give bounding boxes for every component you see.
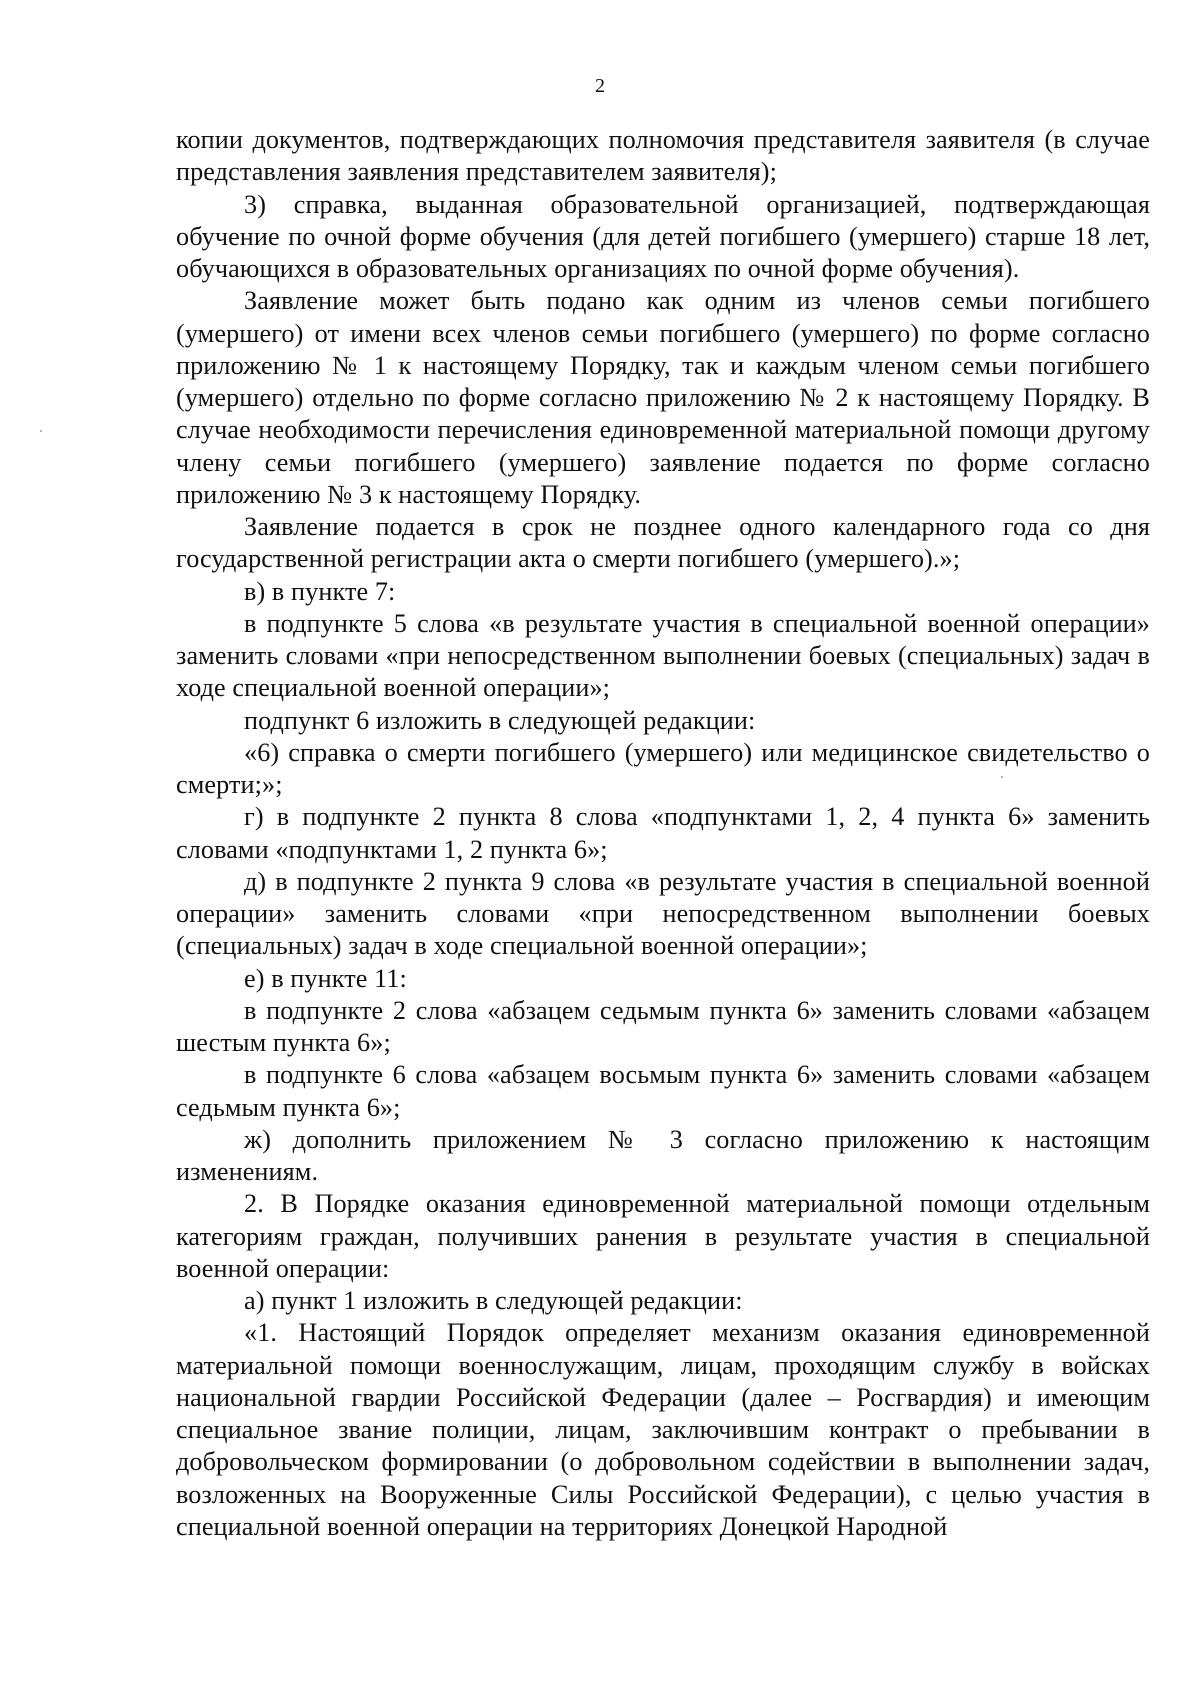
paragraph-application-submission: Заявление может быть подано как одним из членов семьи погибшего (умершего) от имени всех членов семьи погибшего (умершего) по форме согласно приложению № 1 к настоящему Порядку, так и каждым членом семьи погибшего (умершего) отдельно по форме согласно приложению № 2 к настоящему Порядку. В случае необходимости перечисления единовременной материальной помощи другому члену семьи погибшего (умершего) заявление подается по форме согласно приложению № 3 к настоящему Порядку. (176, 286, 1150, 509)
paragraph-point-11-subpoint-6: в подпункте 6 слова «абзацем восьмым пункта 6» заменить словами «абзацем седьмым пункта 6»; (176, 1060, 1150, 1122)
paragraph-subpoint-5-replace: в подпункте 5 слова «в результате участия в специальной военной операции» заменить словами «при непосредственном выполнении боевых (специальных) задач в ходе специальной военной операции»; (176, 608, 1150, 703)
paragraph-section-2-procedure: 2. В Порядке оказания единовременной материальной помощи отдельным категориям граждан, получивших ранения в результате участия в специальной военной операции: (176, 1189, 1150, 1283)
scan-speck (1001, 776, 1003, 778)
paragraph-subpoint-6-text: «6) справка о смерти погибшего (умершего) или медицинское свидетельство о смерти;»; (176, 737, 1150, 799)
paragraph-point-11-subpoint-2: в подпункте 2 слова «абзацем седьмым пункта 6» заменить словами «абзацем шестым пункта 6»; (176, 995, 1150, 1057)
paragraph-subpoint-6-redaction: подпункт 6 изложить в следующей редакции: (244, 705, 756, 735)
paragraph-item-d-point-9: д) в подпункте 2 пункта 9 слова «в результате участия в специальной военной операции» заменить словами «при непосредственном выполнении боевых (специальных) задач в ходе специальной военной операции»; (176, 866, 1150, 961)
paragraph-item-a-point-1: а) пункт 1 изложить в следующей редакции: (244, 1286, 743, 1315)
document-body (176, 124, 1150, 1543)
scan-speck (40, 430, 42, 432)
paragraph-item-3-education-certificate: 3) справка, выданная образовательной организацией, подтверждающая обучение по очной форме обучения (для детей погибшего (умершего) старше 18 лет, обучающихся в образовательных организациях по очной форме обучения). (176, 189, 1150, 283)
paragraph-item-e-point-11: е) в пункте 11: (244, 963, 407, 993)
paragraph-copies-of-documents: копии документов, подтверждающих полномочия представителя заявителя (в случае представления заявления представителем заявителя); (176, 125, 1150, 187)
paragraph-item-g-point-8: г) в подпункте 2 пункта 8 слова «подпунктами 1, 2, 4 пункта 6» заменить словами «подпунктами 1, 2 пункта 6»; (176, 802, 1150, 864)
paragraph-item-zh-appendix-3: ж) дополнить приложением № 3 согласно приложению к настоящим изменениям. (176, 1124, 1150, 1186)
paragraph-item-v-point-7: в) в пункте 7: (244, 576, 396, 606)
page-number: 2 (595, 75, 605, 97)
paragraph-application-deadline: Заявление подается в срок не позднее одного календарного года со дня государственной регистрации акта о смерти погибшего (умершего).»; (176, 512, 1150, 574)
paragraph-point-1-text: «1. Настоящий Порядок определяет механизм оказания единовременной материальной помощи военнослужащим, лицам, проходящим службу в войсках национальной гвардии Российской Федерации (далее – Росгвардия) и имеющим специальное звание полиции, лицам, заключившим контракт о пребывании в добровольческом формировании (о добровольном содействии в выполнении задач, возложенных на Вооруженные Силы Российской Федерации), с целью участия в специальной военной операции на территориях Донецкой Народной (176, 1318, 1150, 1541)
